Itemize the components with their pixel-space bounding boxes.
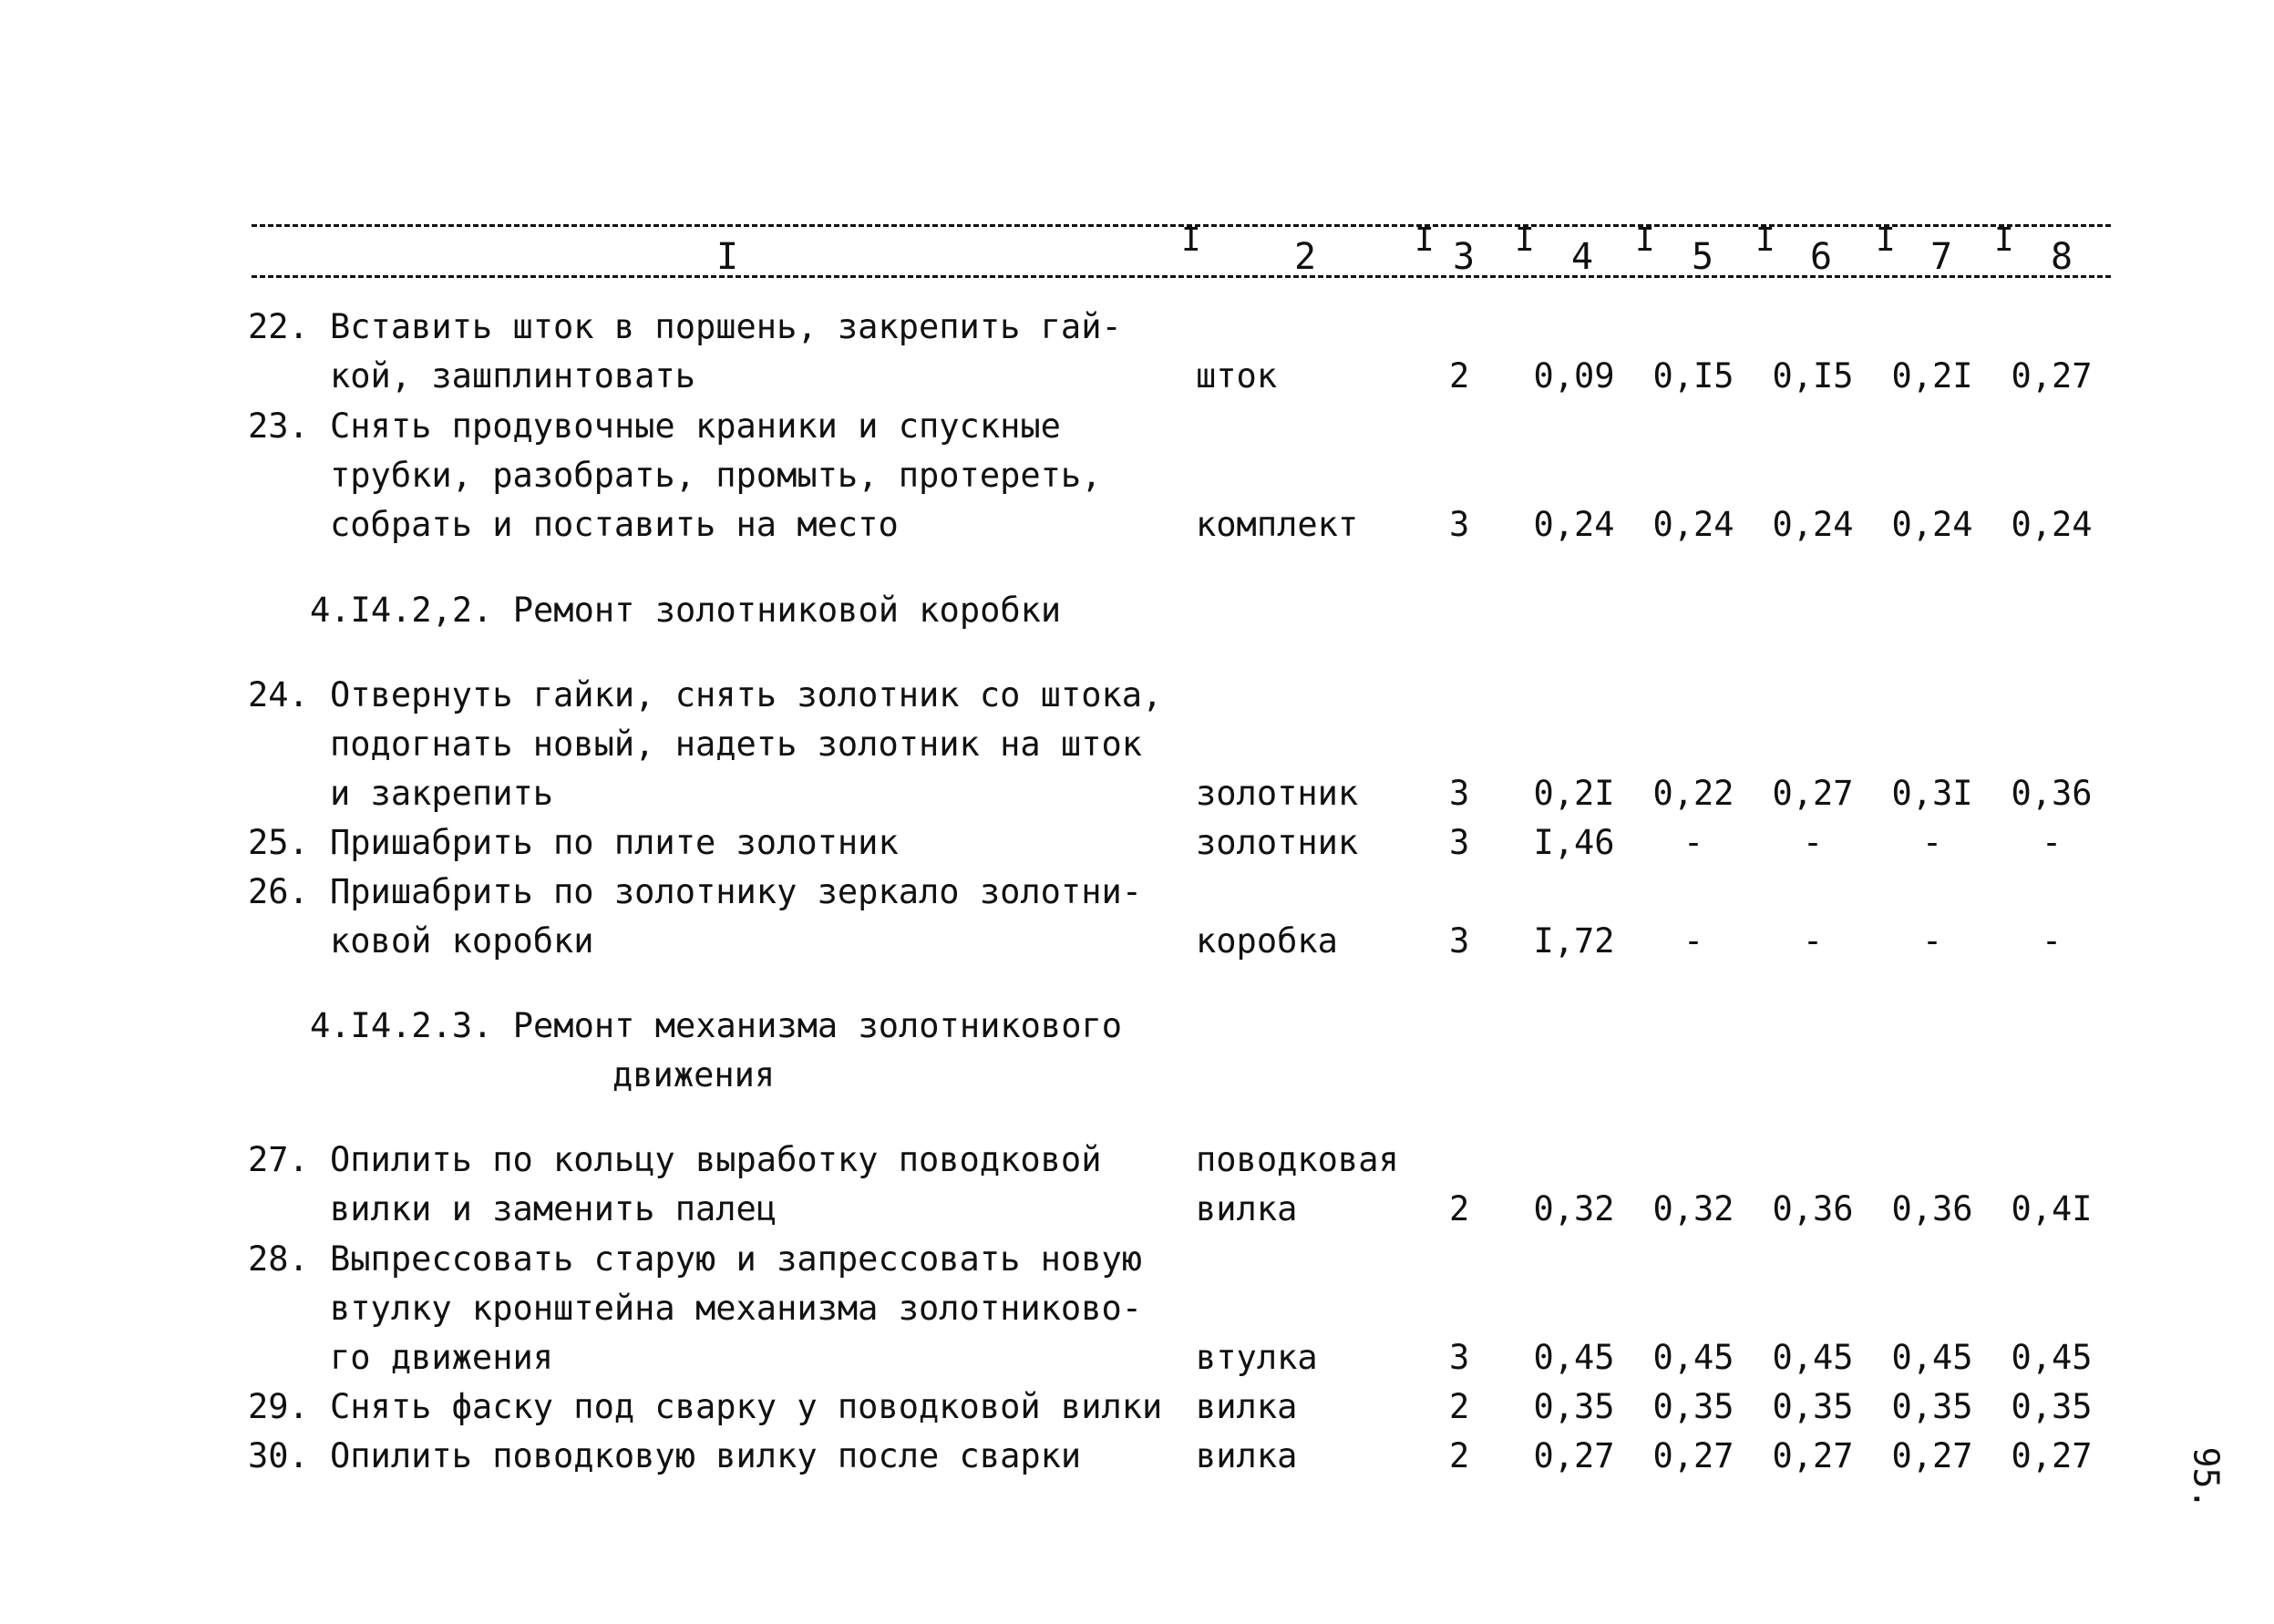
header-col-8: 8 — [2051, 236, 2073, 278]
header-separator: I — [1876, 221, 1896, 259]
item-value: 0,4I — [2011, 1189, 2093, 1228]
item-category: 3 — [1449, 505, 1470, 544]
item-description: Пришабрить по золотнику зеркало золотни- — [330, 872, 1143, 911]
item-number: 30. — [248, 1436, 309, 1475]
item-number: 26. — [248, 872, 309, 911]
item-value: 0,32 — [1652, 1189, 1734, 1228]
header-col-7: 7 — [1930, 236, 1953, 278]
item-value: - — [1921, 823, 1943, 862]
item-description: и закрепить — [330, 774, 554, 813]
item-value: - — [1682, 823, 1704, 862]
table-row — [0, 720, 2274, 769]
item-value: 0,45 — [2011, 1338, 2093, 1377]
header-col-3: 3 — [1453, 236, 1476, 278]
table-row — [0, 1185, 2274, 1234]
table-row — [0, 868, 2274, 917]
item-unit: комплект — [1196, 505, 1359, 544]
item-category: 2 — [1449, 1387, 1470, 1426]
item-description: подогнать новый, надеть золотник на шток — [330, 725, 1143, 764]
header-separator: I — [1515, 221, 1535, 259]
table-row — [0, 1333, 2274, 1382]
item-value: 0,24 — [2011, 505, 2093, 544]
item-value: 0,27 — [2011, 1436, 2093, 1475]
item-unit: золотник — [1196, 774, 1359, 813]
item-description: го движения — [330, 1338, 554, 1377]
item-value: 0,36 — [1772, 1189, 1854, 1228]
item-description: кой, зашплинтовать — [330, 356, 695, 396]
item-unit: золотник — [1196, 823, 1359, 862]
item-value: 0,45 — [1533, 1338, 1615, 1377]
table-row — [0, 1432, 2274, 1481]
item-category: 3 — [1449, 774, 1470, 813]
item-unit: вилка — [1196, 1436, 1298, 1475]
item-value: 0,I5 — [1652, 356, 1734, 396]
item-description: Отвернуть гайки, снять золотник со штока, — [330, 675, 1163, 714]
item-value: 0,27 — [2011, 356, 2093, 396]
item-value: 0,45 — [1772, 1338, 1854, 1377]
table-row — [0, 303, 2274, 352]
item-number: 28. — [248, 1239, 309, 1279]
item-number: 22. — [248, 307, 309, 346]
item-number: 25. — [248, 823, 309, 862]
item-value: 0,24 — [1891, 505, 1973, 544]
item-category: 3 — [1449, 1338, 1470, 1377]
table-row — [0, 671, 2274, 720]
item-value: 0,45 — [1891, 1338, 1973, 1377]
page-number: 95. — [2186, 1446, 2227, 1510]
header-separator: I — [1181, 221, 1201, 259]
header-bottom-rule — [252, 275, 2111, 278]
item-value: 0,32 — [1533, 1189, 1615, 1228]
header-col-1: I — [716, 236, 739, 278]
item-value: 0,35 — [1652, 1387, 1734, 1426]
item-value: 0,27 — [1652, 1436, 1734, 1475]
item-description: втулку кронштейна механизма золотниково- — [330, 1289, 1143, 1328]
item-value: 0,24 — [1652, 505, 1734, 544]
item-value: - — [2041, 921, 2063, 961]
item-value: 0,2I — [1533, 774, 1615, 813]
item-unit: коробка — [1196, 921, 1338, 961]
item-number: 27. — [248, 1140, 309, 1179]
item-value: - — [1921, 921, 1943, 961]
item-value: 0,35 — [1891, 1387, 1973, 1426]
item-value: 0,45 — [1652, 1338, 1734, 1377]
item-description: Пришабрить по плите золотник — [330, 823, 899, 862]
item-description: Вставить шток в поршень, закрепить гай- — [330, 307, 1122, 346]
table-row — [0, 1136, 2274, 1185]
item-description: ковой коробки — [330, 921, 594, 961]
item-category: 2 — [1449, 1436, 1470, 1475]
item-value: 0,2I — [1891, 356, 1973, 396]
table-row — [0, 769, 2274, 818]
item-category: 2 — [1449, 356, 1470, 396]
item-number: 24. — [248, 675, 309, 714]
item-category: 3 — [1449, 921, 1470, 961]
header-col-5: 5 — [1692, 236, 1714, 278]
item-value: - — [1802, 823, 1824, 862]
item-unit: шток — [1196, 356, 1278, 396]
table-row — [0, 1284, 2274, 1333]
item-description: Опилить поводковую вилку после сварки — [330, 1436, 1082, 1475]
item-description: Снять продувочные краники и спускные — [330, 406, 1061, 446]
item-description: Опилить по кольцу выработку поводковой — [330, 1140, 1102, 1179]
header-separator: I — [1755, 221, 1775, 259]
item-value: 0,27 — [1772, 774, 1854, 813]
item-value: - — [2041, 823, 2063, 862]
item-value: 0,09 — [1533, 356, 1615, 396]
table-row — [0, 451, 2274, 500]
item-unit: поводковая — [1196, 1140, 1399, 1179]
item-description: трубки, разобрать, промыть, протереть, — [330, 456, 1102, 495]
item-value: 0,3I — [1891, 774, 1973, 813]
item-value: - — [1682, 921, 1704, 961]
item-category: 3 — [1449, 823, 1470, 862]
item-value: 0,27 — [1772, 1436, 1854, 1475]
table-row — [0, 500, 2274, 550]
item-value: 0,I5 — [1772, 356, 1854, 396]
item-value: 0,27 — [1891, 1436, 1973, 1475]
header-separator: I — [1994, 221, 2014, 259]
header-col-6: 6 — [1810, 236, 1833, 278]
item-value: 0,24 — [1772, 505, 1854, 544]
item-value: 0,35 — [1533, 1387, 1615, 1426]
item-value: I,46 — [1533, 823, 1615, 862]
section-heading: 4.I4.2.3. Ремонт механизма золотникового — [310, 1006, 1123, 1045]
item-unit: втулка — [1196, 1338, 1318, 1377]
header-separator: I — [1415, 221, 1435, 259]
item-value: 0,27 — [1533, 1436, 1615, 1475]
header-col-2: 2 — [1294, 236, 1317, 278]
header-separator: I — [1635, 221, 1655, 259]
item-unit: вилка — [1196, 1387, 1298, 1426]
header-col-4: 4 — [1571, 236, 1594, 278]
item-description: Снять фаску под сварку у поводковой вилки — [330, 1387, 1163, 1426]
item-value: I,72 — [1533, 921, 1615, 961]
item-number: 29. — [248, 1387, 309, 1426]
table-row — [0, 818, 2274, 868]
table-row — [0, 1235, 2274, 1284]
item-unit: вилка — [1196, 1189, 1298, 1228]
table-row — [0, 917, 2274, 966]
table-row — [0, 402, 2274, 451]
item-value: 0,35 — [1772, 1387, 1854, 1426]
item-description: Выпрессовать старую и запрессовать новую — [330, 1239, 1143, 1279]
item-description: собрать и поставить на место — [330, 505, 899, 544]
item-number: 23. — [248, 406, 309, 446]
item-value: 0,36 — [1891, 1189, 1973, 1228]
item-value: 0,22 — [1652, 774, 1734, 813]
table-row — [0, 352, 2274, 401]
item-value: - — [1802, 921, 1824, 961]
item-description: вилки и заменить палец — [330, 1189, 777, 1228]
table-row — [0, 1382, 2274, 1432]
item-value: 0,36 — [2011, 774, 2093, 813]
section-heading: движения — [612, 1055, 776, 1095]
item-value: 0,35 — [2011, 1387, 2093, 1426]
section-heading: 4.I4.2,2. Ремонт золотниковой коробки — [310, 591, 1062, 630]
item-value: 0,24 — [1533, 505, 1615, 544]
item-category: 2 — [1449, 1189, 1470, 1228]
